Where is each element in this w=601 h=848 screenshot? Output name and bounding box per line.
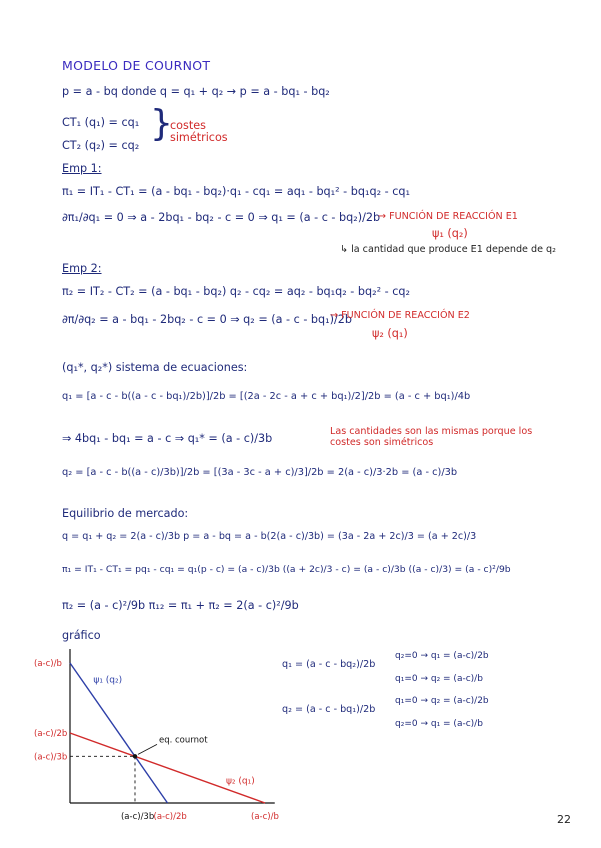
costs-note: costes simétricos: [170, 119, 228, 145]
side-1-main: q₁ = (a - c - bq₂)/2b: [282, 659, 376, 670]
side-1-b: q₁=0 → q₂ = (a-c)/b: [395, 674, 483, 684]
equilibrium-line-3: π₂ = (a - c)²/9b π₁₂ = π₁ + π₂ = 2(a - c)²/9b: [62, 599, 299, 612]
emp2-profit: π₂ = IT₂ - CT₂ = (a - bq₁ - bq₂) q₂ - cq₂ = aq₂ - bq₁q₂ - bq₂² - cq₂: [62, 285, 410, 298]
cost-1: CT₁ (q₁) = cq₁: [62, 116, 140, 129]
x-tick-label-2: (a-c)/2b: [153, 812, 187, 822]
emp1-reaction-name: ψ₁ (q₂): [432, 227, 468, 240]
emp1-title: Emp 1:: [62, 162, 102, 175]
system-title: (q₁*, q₂*) sistema de ecuaciones:: [62, 361, 248, 374]
system-line-2: ⇒ 4bq₁ - bq₁ = a - c ⇒ q₁* = (a - c)/3b: [62, 432, 273, 445]
cost-brace: }: [150, 103, 173, 144]
y-tick-label-2: (a-c)/2b: [34, 729, 68, 739]
system-line-3: q₂ = [a - c - b((a - c)/3b)]/2b = [(3a - 3c - a + c)/3]/2b = 2(a - c)/3·2b = (a - c)/3b: [62, 467, 458, 478]
emp1-note: ↳ la cantidad que produce E1 depende de q₂: [340, 244, 556, 255]
side-1-a: q₂=0 → q₁ = (a-c)/2b: [395, 651, 489, 661]
emp2-reaction-label: → FUNCIÓN DE REACCIÓN E2: [330, 310, 470, 321]
emp1-profit: π₁ = IT₁ - CT₁ = (a - bq₁ - bq₂)·q₁ - cq₁ = aq₁ - bq₁² - bq₁q₂ - cq₁: [62, 185, 410, 198]
annotation-arrow: [138, 744, 157, 754]
system-note: Las cantidades son las mismas porque los costes son simétricos: [330, 426, 533, 448]
side-2-b: q₂=0 → q₁ = (a-c)/b: [395, 719, 483, 729]
equilibrium-line-2: π₁ = IT₁ - CT₁ = pq₁ - cq₁ = q₁(p - c) = (a - c)/3b ((a + 2c)/3 - c) = (a - c)/3b ((a - c)/3) = (a - c)²/9b: [62, 564, 511, 575]
emp1-reaction-label: → FUNCIÓN DE REACCIÓN E1: [378, 211, 518, 222]
cost-2: CT₂ (q₂) = cq₂: [62, 139, 140, 152]
emp1-foc: ∂π₁/∂q₁ = 0 ⇒ a - 2bq₁ - bq₂ - c = 0 ⇒ q₁ = (a - c - bq₂)/2b: [62, 211, 381, 224]
equilibrium-line-1: q = q₁ + q₂ = 2(a - c)/3b p = a - bq = a - b(2(a - c)/3b) = (3a - 2a + 2c)/3 = (a + 2c)/3: [62, 531, 477, 542]
system-line-1: q₁ = [a - c - b((a - c - bq₁)/2b)]/2b = [(2a - 2c - a + c + bq₁)/2]/2b = (a - c + bq₁)/4b: [62, 391, 471, 402]
series-label-2: ψ₂ (q₁): [226, 776, 255, 787]
y-tick-label-3: (a-c)/3b: [34, 752, 68, 763]
annotation-label: eq. cournot: [158, 735, 208, 746]
y-tick-label-1: (a-c)/b: [34, 659, 62, 669]
emp2-foc: ∂π/∂q₂ = a - bq₁ - 2bq₂ - c = 0 ⇒ q₂ = (a - c - bq₁)/2b: [62, 313, 352, 326]
series-label-1: ψ₁ (q₂): [93, 675, 123, 686]
side-2-main: q₂ = (a - c - bq₁)/2b: [282, 704, 376, 715]
reaction-functions-chart: [30, 645, 280, 830]
graph-title: gráfico: [62, 629, 101, 642]
x-tick-label-3: (a-c)/b: [251, 812, 279, 822]
equilibrium-point: [133, 754, 137, 758]
emp2-title: Emp 2:: [62, 262, 102, 275]
x-tick-label-1: (a-c)/3b: [120, 812, 155, 822]
demand-line: p = a - bq donde q = q₁ + q₂ → p = a - bq₁ - bq₂: [62, 85, 330, 98]
emp2-reaction-name: ψ₂ (q₁): [372, 327, 408, 340]
equilibrium-title: Equilibrio de mercado:: [62, 507, 189, 520]
page-title: MODELO DE COURNOT: [62, 58, 211, 73]
side-2-a: q₁=0 → q₂ = (a-c)/2b: [395, 696, 489, 706]
page-number: 22: [557, 813, 571, 826]
